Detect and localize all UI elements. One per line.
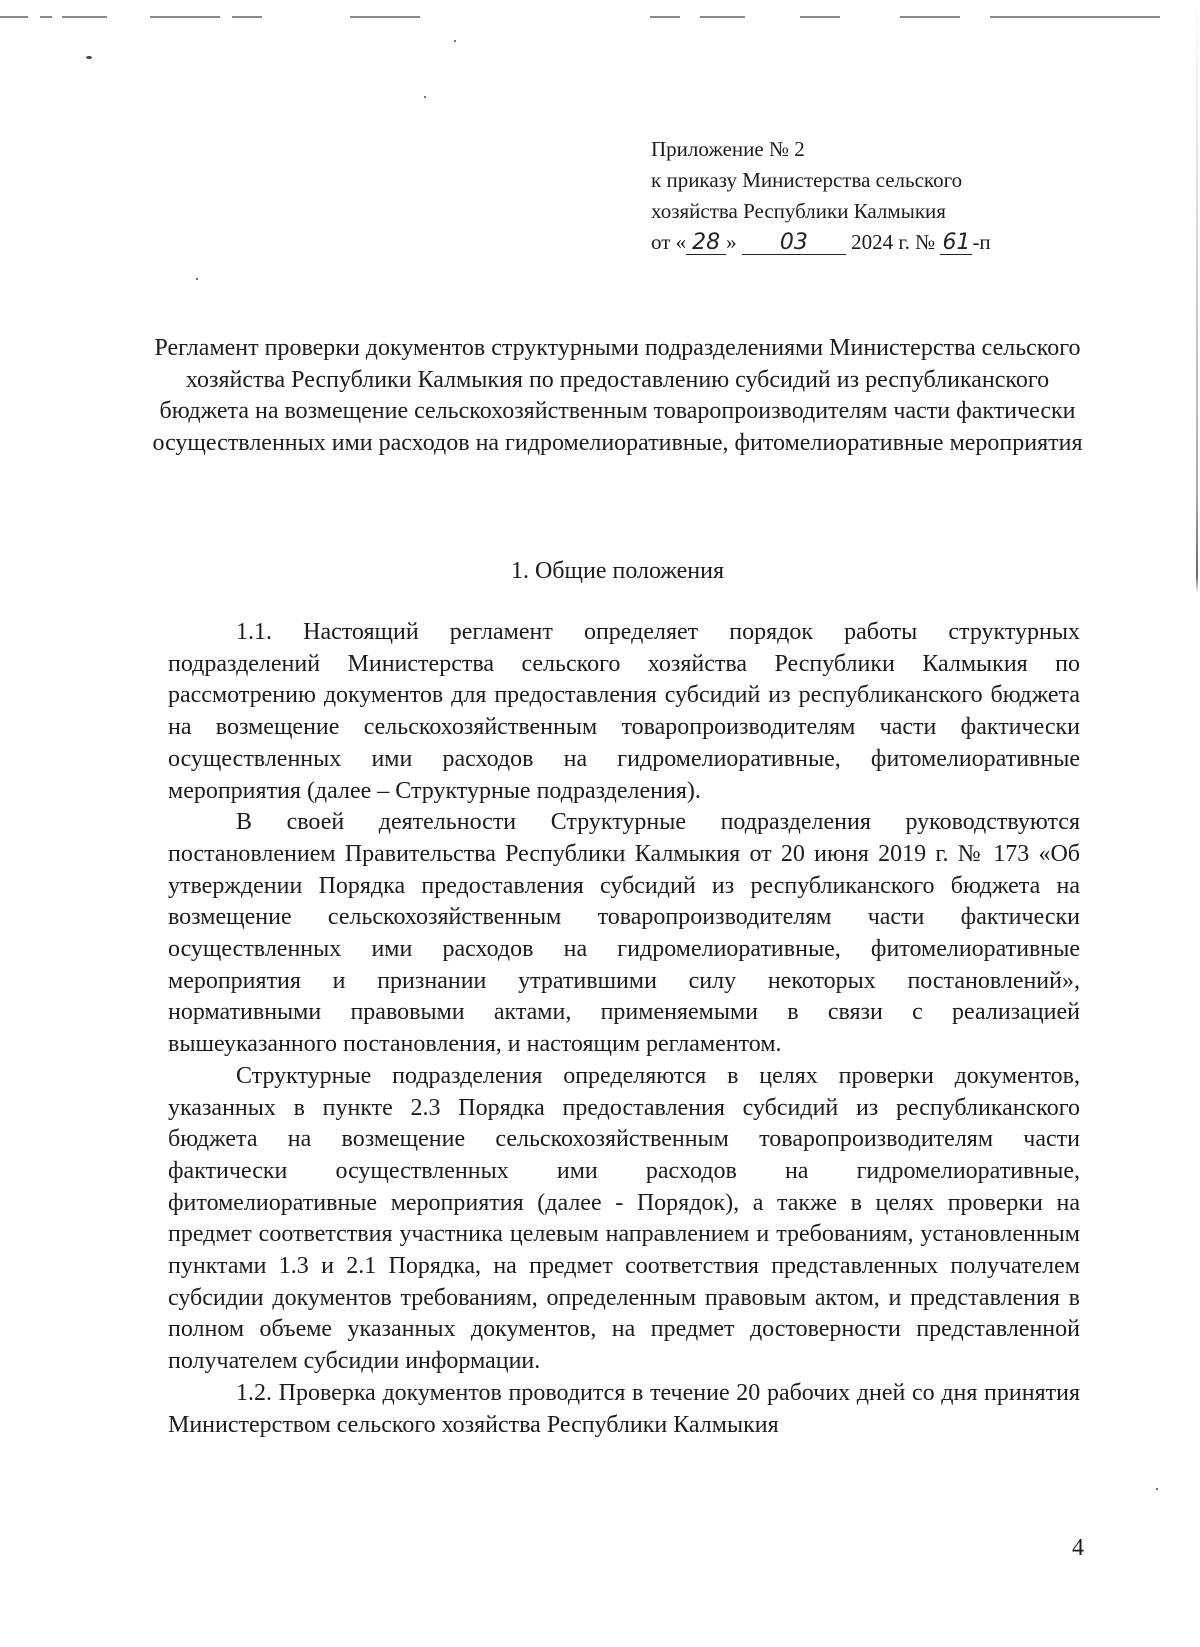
number-suffix: -п — [972, 230, 991, 254]
scan-speck — [454, 40, 456, 42]
date-mid: » — [726, 230, 737, 254]
appendix-date-line — [651, 227, 991, 258]
paragraph: Структурные подразделения определяются в целях проверки документов, указанных в пункте 2.3 Порядка предоставления субсидий из республиканского бюджета на возмещение сельскохозяйственным товаропроизводителям части фактически осуществленных ими расходов на гидромелиоративные, фитомелиоративные мероприятия (далее - Порядок), а также в целях проверки на предмет соответствия участника целевым направлением и требованиям, установленным пунктами 1.3 и 2.1 Порядка, на предмет соответствия представленных получателем субсидии документов требованиям, определенным правовым актом, и представления в полном объеме указанных документов, на предмет достоверности представленной получателем субсидии информации. — [168, 1062, 1080, 1375]
appendix-header — [651, 134, 991, 258]
appendix-line: хозяйства Республики Калмыкия — [651, 199, 946, 223]
scan-speck — [86, 56, 92, 59]
date-prefix: от « — [651, 230, 687, 254]
scan-speck — [196, 278, 198, 280]
document-body — [168, 617, 1080, 1441]
paragraph: 1.1. Настоящий регламент определяет порядок работы структурных подразделений Министерства сельского хозяйства Республики Калмыкия по рассмотрению документов для предоставления субсидий из республиканского бюджета на возмещение сельскохозяйственным товаропроизводителям части фактически осуществленных ими расходов на гидромелиоративные, фитомелиоративные мероприятия (далее – Структурные подразделения). — [168, 619, 1080, 804]
scan-speck — [1156, 1488, 1158, 1490]
appendix-line: Приложение № 2 — [651, 137, 805, 161]
section-heading: 1. Общие положения — [510, 558, 725, 584]
handwritten-day: 28 — [686, 232, 726, 255]
paragraph: В своей деятельности Структурные подразделения руководствуются постановлением Правительства Республики Калмыкия от 20 июня 2019 г. № 173 «Об утверждении Порядка предоставления субсидий из республиканского бюджета на возмещение сельскохозяйственным товаропроизводителям части фактически осуществленных ими расходов на гидромелиоративные, фитомелиоративные мероприятия и признании утратившими силу некоторых постановлений», нормативными правовыми актами, применяемыми в связи с реализацией вышеуказанного постановления, и настоящим регламентом. — [168, 809, 1080, 1058]
scan-right-edge — [1196, 0, 1198, 1647]
scan-speck — [424, 96, 426, 98]
appendix-line: к приказу Министерства сельского — [651, 168, 963, 192]
handwritten-month: 03 — [742, 232, 846, 255]
scan-edge-artifact — [0, 16, 1200, 20]
year-part: 2024 г. № — [851, 230, 936, 254]
handwritten-order-number: 61 — [942, 230, 971, 255]
page-number: 4 — [1072, 1535, 1084, 1561]
paragraph: 1.2. Проверка документов проводится в течение 20 рабочих дней со дня принятия Министерством сельского хозяйства Республики Калмыкия — [168, 1379, 1080, 1438]
document-title: Регламент проверки документов структурными подразделениями Министерства сельского хозяйства Республики Калмыкия по предоставлению субсидий из республиканского бюджета на возмещение сельскохозяйственным товаропроизводителям части фактически осуществленных ими расходов на гидромелиоративные, фитомелиоративные мероприятия — [152, 335, 1083, 456]
